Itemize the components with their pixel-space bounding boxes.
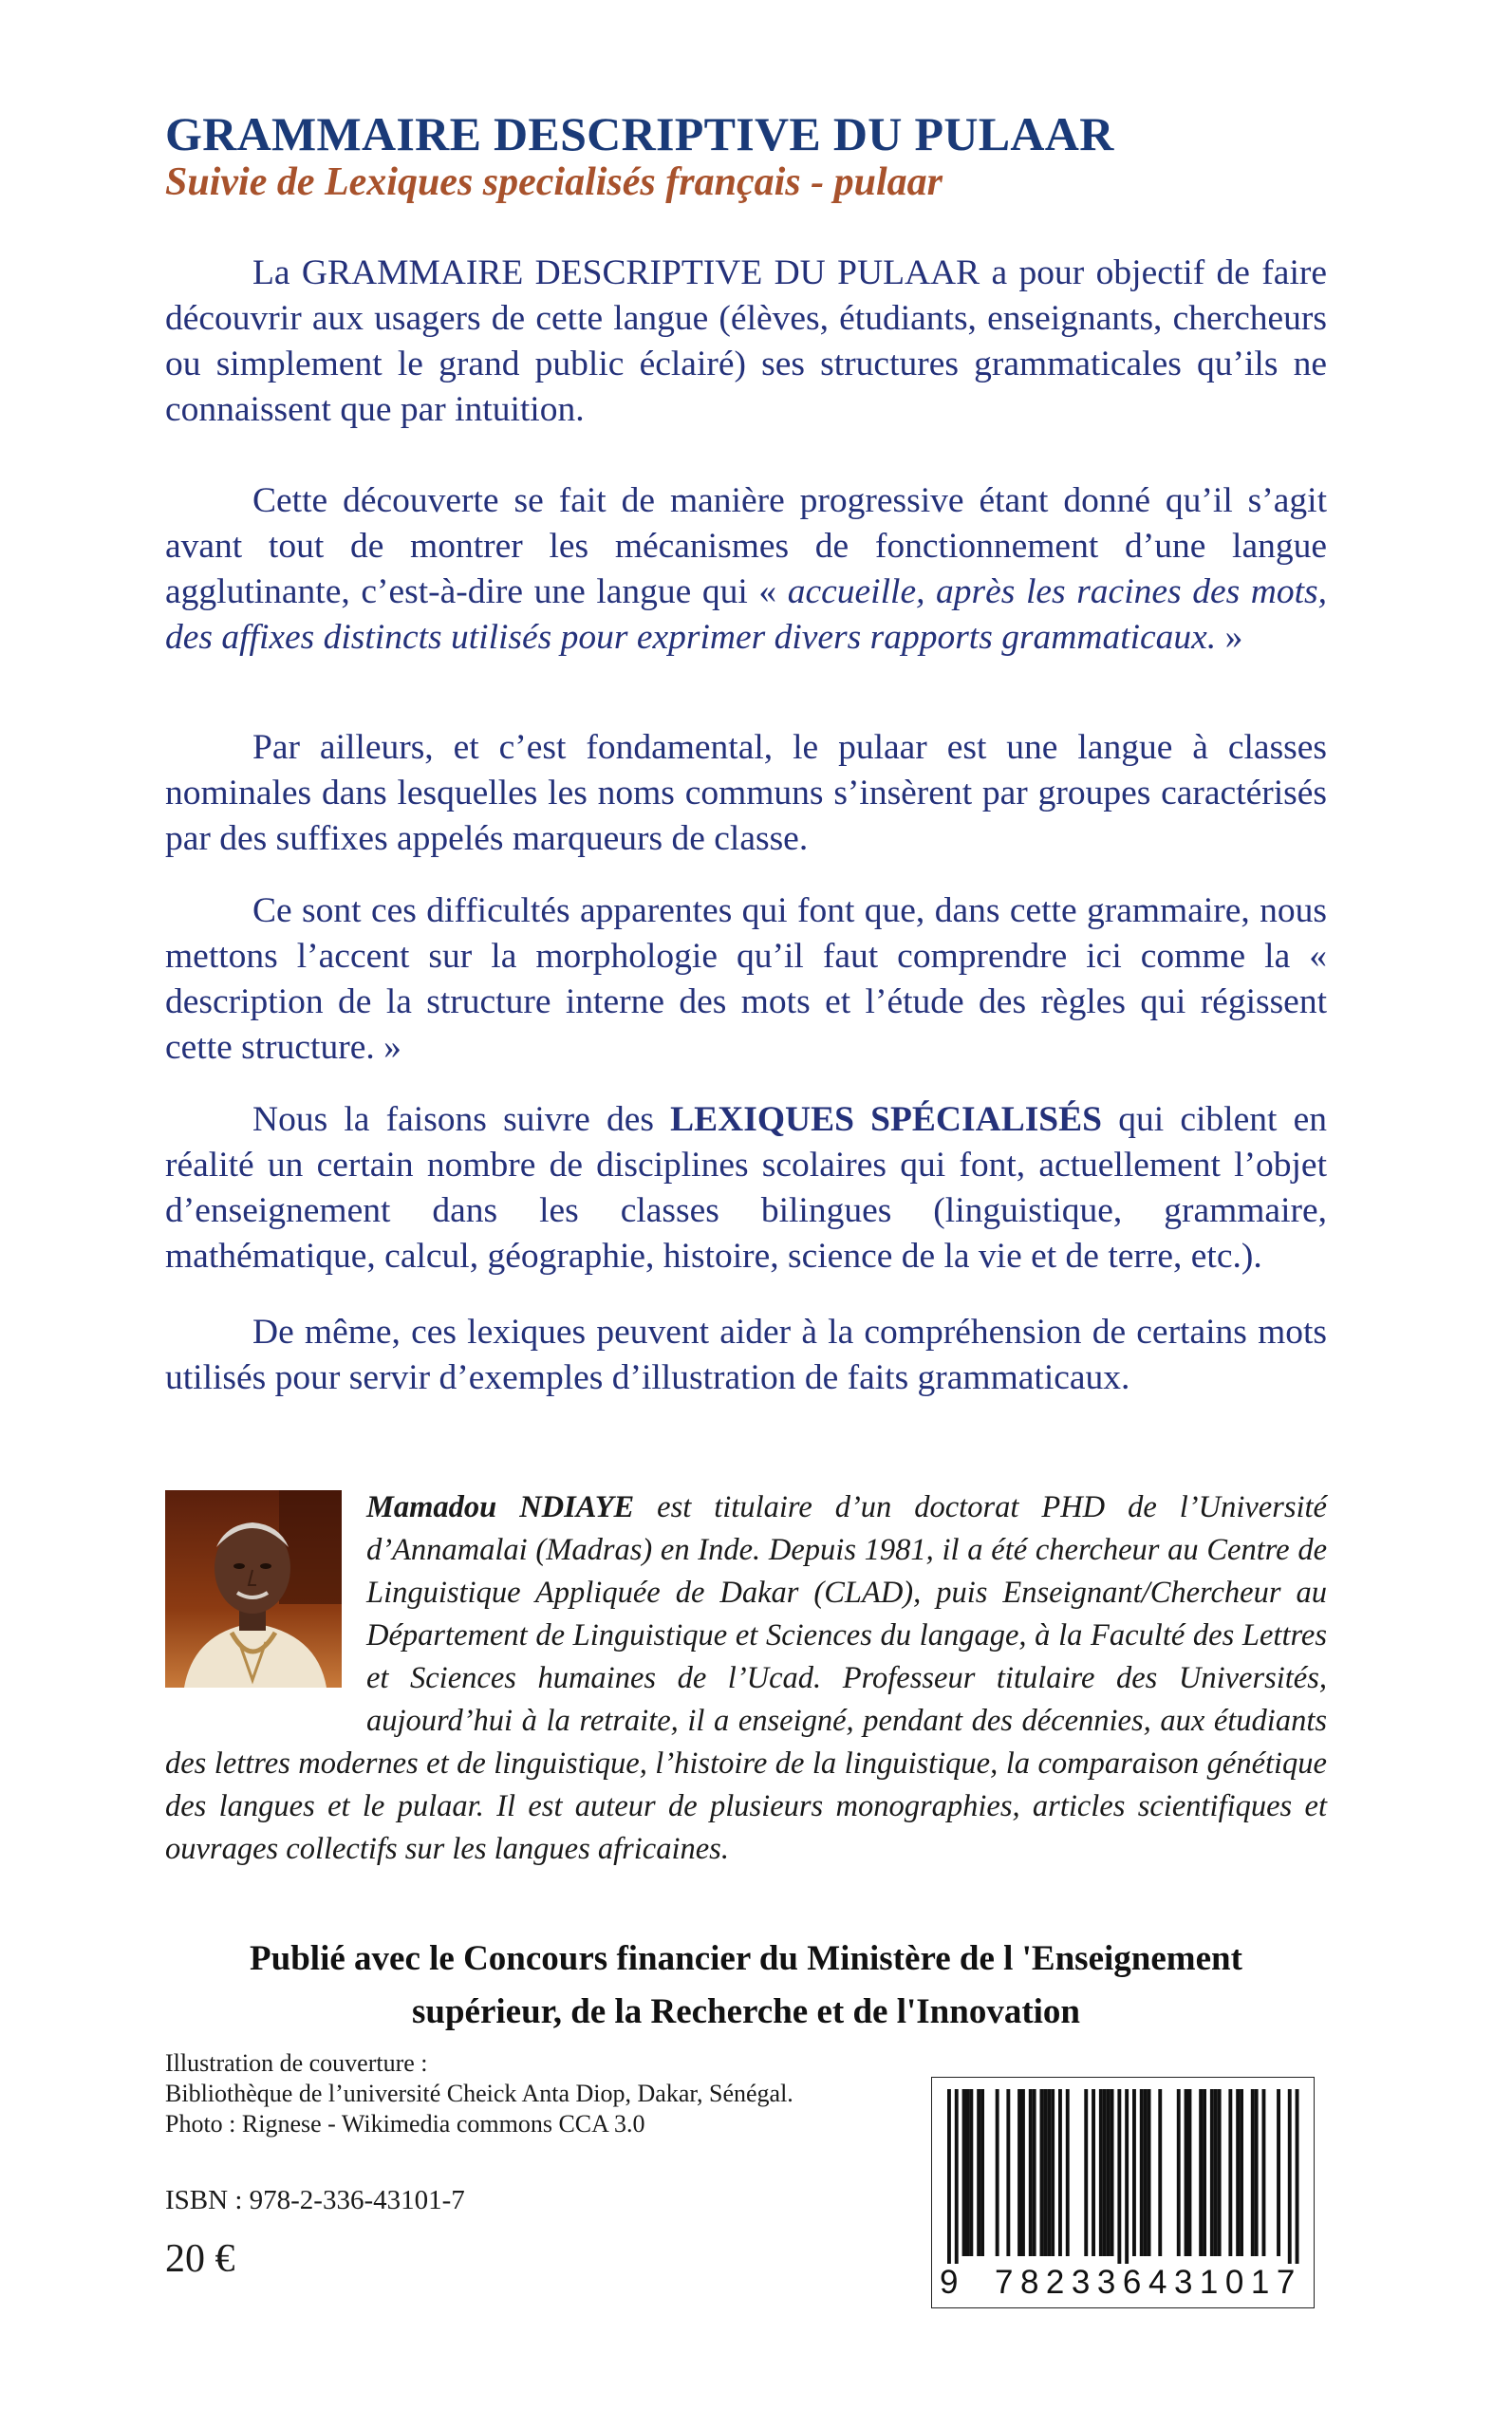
barcode-bar	[1047, 2089, 1051, 2256]
barcode-bar	[1040, 2089, 1044, 2256]
barcode-bar	[1021, 2089, 1025, 2256]
isbn: ISBN : 978-2-336-43101-7	[165, 2185, 465, 2215]
barcode-bar	[966, 2089, 970, 2256]
barcode-bar	[1148, 2089, 1151, 2256]
barcode-bar	[1084, 2089, 1088, 2256]
paragraph-text: Par ailleurs, et c’est fondamental, le pulaar est une langue à classes nominales dans lesquelles les noms communs s’insèrent par groupes caractérisés par des suffixes appelés marqueurs de classe.	[165, 728, 1327, 858]
author-name: Mamadou NDIAYE	[366, 1490, 635, 1524]
barcode-left-group: 782336	[995, 2264, 1148, 2301]
barcode-bar	[1277, 2089, 1280, 2256]
paragraph-text: Nous la faisons suivre des	[252, 1100, 671, 1139]
cover-credits	[165, 2048, 793, 2139]
barcode-bars	[932, 2078, 1314, 2264]
credit-line: Bibliothèque de l’université Cheick Anta Diop, Dakar, Sénégal.	[165, 2080, 793, 2107]
barcode-bar	[1199, 2089, 1203, 2256]
barcode-bar	[1188, 2089, 1192, 2256]
barcode-bar	[1099, 2089, 1103, 2256]
barcode-bar	[1058, 2089, 1062, 2256]
barcode-bar	[980, 2089, 984, 2256]
barcode-bar	[1296, 2089, 1299, 2264]
funding-line-2: supérieur, de la Recherche et de l'Innovation	[411, 1992, 1080, 2031]
summary-paragraph-3	[165, 725, 1327, 862]
barcode-bar	[1132, 2089, 1136, 2256]
paragraph-text: Ce sont ces difficultés apparentes qui font que, dans cette grammaire, nous mettons l’accent sur la morphologie qu’il faut comprendre ici comme la « description de la structure interne des mots et l’étude des règles qui régissent cette structure. »	[165, 891, 1327, 1067]
barcode-bar	[1043, 2089, 1047, 2256]
barcode-bar	[1092, 2089, 1095, 2256]
summary-paragraph-4	[165, 888, 1327, 1071]
credit-line: Photo : Rignese - Wikimedia commons CCA 3.0	[165, 2110, 645, 2138]
paragraph-text: Cette découverte se fait de manière progressive étant donné qu’il s’agit avant tout de montrer les mécanismes de fonctionnement d’une langue agglutinante, c’est-à-dire une langue qui «	[165, 481, 1327, 611]
barcode-bar	[1262, 2089, 1266, 2256]
barcode-bar	[1210, 2089, 1214, 2256]
paragraph-text: La GRAMMAIRE DESCRIPTIVE DU PULAAR a pour objectif de faire découvrir aux usagers de cette langue (élèves, étudiants, enseignants, chercheurs ou simplement le grand public éclairé) ses structures grammaticales qu’ils ne connaissent que par intuition.	[165, 253, 1327, 429]
barcode-bar	[1240, 2089, 1243, 2256]
credit-line: Illustration de couverture :	[165, 2049, 428, 2077]
barcode-digits	[932, 2264, 1314, 2306]
price: 20 €	[165, 2237, 235, 2281]
barcode-bar	[1228, 2089, 1232, 2256]
barcode-bar	[1125, 2089, 1129, 2264]
barcode-bar	[1006, 2089, 1010, 2256]
barcode-bar	[1158, 2089, 1162, 2256]
barcode-bar	[1033, 2089, 1036, 2256]
barcode-bar	[1214, 2089, 1218, 2256]
book-subtitle: Suivie de Lexiques specialisés français - pulaar	[165, 160, 943, 204]
barcode-bar	[1066, 2089, 1070, 2256]
barcode-bar	[1255, 2089, 1259, 2256]
barcode-bar	[947, 2089, 951, 2264]
summary-paragraph-2	[165, 478, 1327, 661]
author-bio-text: est titulaire d’un doctorat PHD de l’Université d’Annamalai (Madras) en Inde. Depuis 1981, il a été chercheur au Centre de Linguistique Appliquée de Dakar (CLAD), puis Enseignant/Chercheur au Département de Linguistique et Sciences du langage, à la Faculté des Lettres et Sciences humaines de l’Ucad. Professeur titulaire des Universités, aujourd’hui à la retraite, il a enseigné, pendant des décennies, aux étudiants des lettres modernes et de linguistique, l’histoire de la linguistique, la comparaison génétique des langues et le pulaar. Il est auteur de plusieurs monographies, articles scientifiques et ouvrages collectifs sur les langues africaines.	[165, 1490, 1327, 1866]
barcode-bar	[996, 2089, 999, 2256]
barcode-bar	[1107, 2089, 1111, 2256]
paragraph-text: De même, ces lexiques peuvent aider à la compréhension de certains mots utilisés pour servir d’exemples d’illustration de faits grammaticaux.	[165, 1313, 1327, 1397]
barcode-bar	[1103, 2089, 1107, 2256]
barcode-lead-digit: 9	[940, 2264, 959, 2301]
barcode-bar	[969, 2089, 973, 2256]
barcode-bar	[1177, 2089, 1181, 2256]
barcode-bar	[1288, 2089, 1292, 2264]
summary-paragraph-6	[165, 1310, 1327, 1401]
summary-paragraph-5	[165, 1097, 1327, 1279]
isbn-barcode	[931, 2077, 1315, 2308]
barcode-bar	[1203, 2089, 1206, 2256]
book-title: GRAMMAIRE DESCRIPTIVE DU PULAAR	[165, 107, 1114, 160]
funding-notice	[165, 1933, 1327, 2039]
barcode-bar	[955, 2089, 959, 2264]
barcode-bar	[962, 2089, 966, 2256]
barcode-bar	[1185, 2089, 1188, 2256]
funding-line-1: Publié avec le Concours financier du Ministère de l 'Enseignement	[250, 1939, 1242, 1978]
barcode-bar	[1051, 2089, 1055, 2256]
barcode-bar	[1117, 2089, 1121, 2264]
barcode-bar	[1236, 2089, 1240, 2256]
paragraph-text: qui ciblent en réalité un certain nombre de disciplines scolaires qui font, actuellement l’objet d’enseignement dans les classes bilingues (linguistique, grammaire, mathématique, calcul, géographie, histoire, science de la vie et de terre, etc.).	[165, 1100, 1328, 1276]
barcode-bar	[1140, 2089, 1144, 2256]
lexiques-emphasis: LEXIQUES SPÉCIALISÉS	[670, 1100, 1103, 1139]
closing-guillemet: »	[1216, 618, 1243, 657]
author-biography	[165, 1486, 1327, 1871]
barcode-bar	[1144, 2089, 1148, 2256]
barcode-bar	[1111, 2089, 1114, 2256]
definition-quote: accueille, après les racines des mots, des affixes distincts utilisés pour exprimer divers rapports grammaticaux.	[165, 572, 1327, 657]
summary-paragraph-1	[165, 251, 1327, 433]
barcode-bar	[1218, 2089, 1222, 2256]
barcode-bar	[977, 2089, 980, 2256]
barcode-bar	[1029, 2089, 1033, 2256]
barcode-bar	[1017, 2089, 1021, 2256]
barcode-bar	[1251, 2089, 1255, 2256]
barcode-right-group: 431017	[1148, 2264, 1302, 2301]
